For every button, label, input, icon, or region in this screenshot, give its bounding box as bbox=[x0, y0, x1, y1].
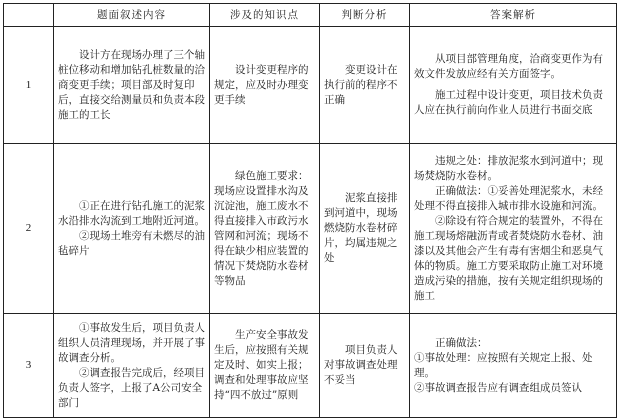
content-text: 设计方在现场办理了三个轴桩位移动和增加钻孔桩数量的洽商变更手续；项目部及时复印后，直接交给测量员和负责本段施工的工长 bbox=[58, 48, 205, 121]
row-number: 1 bbox=[4, 27, 54, 144]
content-text: ①事故发生后，项目负责人组织人员清理现场，并开展了事故调查分析。 bbox=[58, 321, 205, 364]
answer-text: 施工过程中设计变更，项目技术负责人应在执行前向作业人员进行书面交底 bbox=[414, 89, 603, 116]
analysis-cell bbox=[320, 144, 410, 314]
answer-text: ①事故处理：应按照有关规定上报、处理。 bbox=[414, 351, 593, 379]
knowledge-cell bbox=[210, 314, 320, 418]
knowledge-text: 生产安全事故发生后，应按照有关规定及时、如实上报；调查和处理事故应坚持“四不放过”原则 bbox=[214, 329, 309, 401]
answer-text: ②事故调查报告应有调查组成员签认 bbox=[414, 381, 582, 394]
content-text: ①正在进行钻孔施工的泥浆水沿排水沟流到工地附近河道。 bbox=[58, 199, 205, 227]
knowledge-text: 绿色施工要求：现场应设置排水沟及沉淀池，施工废水不得直接排入市政污水管网和河流；现场不得在缺少相应装置的情况下焚烧防水卷材等物品 bbox=[214, 169, 309, 287]
answer-text: 正确做法： bbox=[435, 336, 488, 349]
answer-cell bbox=[410, 144, 617, 314]
answer-cell bbox=[410, 314, 617, 418]
row-number: 3 bbox=[4, 314, 54, 418]
table-row bbox=[4, 27, 617, 144]
header-content: 题面叙述内容 bbox=[54, 4, 210, 27]
analysis-cell bbox=[320, 314, 410, 418]
table-row bbox=[4, 314, 617, 418]
content-text: ②调查报告完成后，经项目负责人签字，上报了A公司安全部门 bbox=[58, 366, 205, 409]
answer-cell bbox=[410, 27, 617, 144]
table-row bbox=[4, 144, 617, 314]
analysis-cell bbox=[320, 27, 410, 144]
analysis-text: 项目负责人对事故调查处理不妥当 bbox=[324, 344, 398, 386]
content-cell bbox=[54, 314, 210, 418]
knowledge-cell bbox=[210, 144, 320, 314]
knowledge-cell bbox=[210, 27, 320, 144]
answer-text: 从项目部管理角度，洽商变更作为有效文件发放应经有关方面签字。 bbox=[414, 53, 603, 80]
header-index bbox=[4, 4, 54, 27]
analysis-text: 泥浆直接排到河道中，现场燃烧防水卷材碎片，均属违规之处 bbox=[324, 192, 398, 264]
answer-text: 违规之处：排放泥浆水到河道中；现场焚烧防水卷材。 bbox=[414, 154, 603, 182]
answer-text: ②除设有符合规定的装置外，不得在施工现场熔融沥青或者焚烧防水卷材、油漆以及其他会产生有毒有害烟尘和恶臭气体的物质。施工方要采取防止施工对环境造成污染的措施，按有关规定组织现场的施工 bbox=[414, 214, 603, 302]
analysis-text: 变更设计在执行前的程序不正确 bbox=[324, 63, 398, 106]
header-answer: 答案解析 bbox=[410, 4, 617, 27]
analysis-table bbox=[3, 3, 617, 418]
content-cell bbox=[54, 144, 210, 314]
header-analysis: 判断分析 bbox=[320, 4, 410, 27]
header-knowledge: 涉及的知识点 bbox=[210, 4, 320, 27]
content-cell bbox=[54, 27, 210, 144]
table-header-row bbox=[4, 4, 617, 27]
knowledge-text: 设计变更程序的规定，应及时办理变更手续 bbox=[214, 63, 309, 106]
answer-text: 正确做法：①妥善处理泥浆水，未经处理不得直接排入城市排水设施和河流。 bbox=[414, 184, 603, 212]
content-text: ②现场土堆旁有未燃尽的油毡碎片 bbox=[58, 229, 205, 257]
row-number: 2 bbox=[4, 144, 54, 314]
